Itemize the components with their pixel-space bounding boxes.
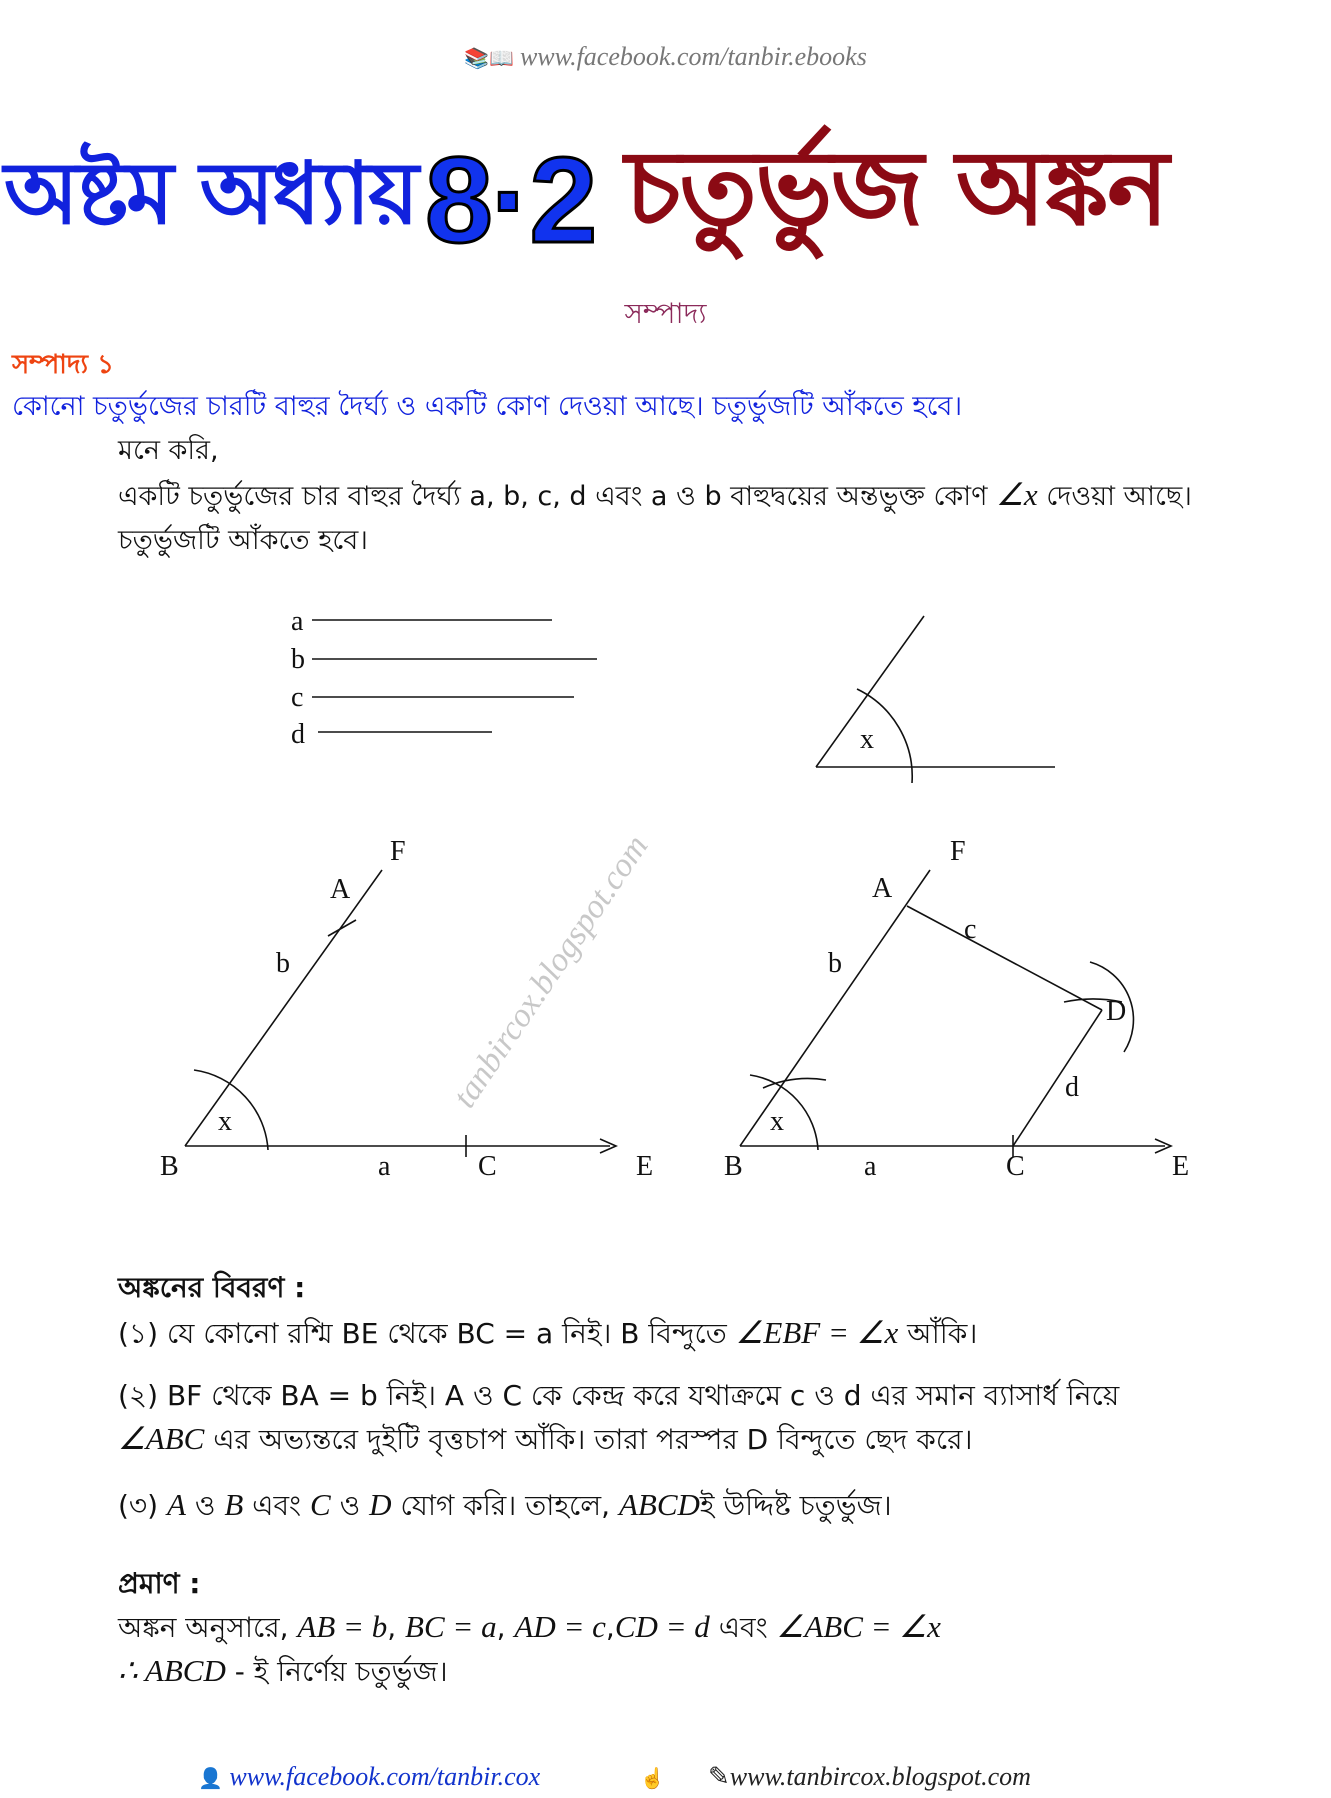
- watermark: tanbircox.blogspot.com: [445, 828, 656, 1115]
- label-b-right: b: [828, 948, 842, 979]
- theorem-label: সম্পাদ্য ১: [12, 350, 114, 380]
- step-3-join: যোগ করি। তাহলে,: [400, 1489, 611, 1522]
- label-A-left: A: [330, 874, 351, 905]
- step-3-A: A: [166, 1487, 186, 1522]
- ray-BF-right: [740, 870, 930, 1146]
- proof-ab: AB = b: [297, 1609, 388, 1644]
- segment-b-label: b: [291, 644, 305, 675]
- proof-bc: BC = a: [405, 1609, 497, 1644]
- step-3-and-2: এবং: [252, 1489, 302, 1522]
- proof-conclusion: - ই নির্ণেয় চতুর্ভুজ।: [234, 1655, 448, 1688]
- assume-line: মনে করি,: [118, 435, 219, 466]
- chapter-title: অষ্টম অধ্যায়: [4, 144, 417, 244]
- tick-A-left: [328, 920, 356, 936]
- label-d-right: d: [1065, 1072, 1079, 1103]
- proof-ad: AD = c: [514, 1609, 606, 1644]
- given-segments: [312, 620, 597, 732]
- side-CD: [1013, 1010, 1102, 1146]
- label-B-right: B: [724, 1151, 743, 1182]
- label-E-left: E: [636, 1151, 654, 1182]
- problem-statement: কোনো চতুর্ভুজের চারটি বাহুর দৈর্ঘ্য ও একটি কোণ দেওয়া আছে। চতুর্ভুজটি আঁকতে হবে।: [12, 391, 963, 422]
- construction-step-2-line-1: (২) BF থেকে BA = b নিই। A ও C কে কেন্দ্র করে যথাক্রমে c ও d এর সমান ব্যাসার্ধ নিয়ে: [118, 1379, 1120, 1412]
- label-c-right: c: [964, 914, 977, 945]
- step-3-ABCD: ABCD: [618, 1487, 700, 1522]
- step-1-text: (১) যে কোনো রশ্মি BE থেকে BC = a নিই। B বিন্দুতে: [118, 1317, 727, 1350]
- footer-blog-link[interactable]: [708, 1762, 1031, 1792]
- side-AD: [907, 906, 1102, 1010]
- footer-facebook-link[interactable]: [198, 1762, 540, 1792]
- construction-step-1: [118, 1312, 977, 1359]
- user-icon: 👤: [198, 1768, 223, 1790]
- given-angle-label: x: [860, 724, 874, 755]
- left-construction: [185, 870, 616, 1157]
- proof-angle: ∠ABC = ∠x: [776, 1609, 941, 1644]
- label-E-right: E: [1172, 1151, 1190, 1182]
- given-angle: ∠x: [996, 477, 1038, 512]
- label-F-right: F: [950, 836, 966, 867]
- given-text-end: দেওয়া আছে।: [1046, 481, 1192, 512]
- header-link-text[interactable]: www.facebook.com/tanbir.ebooks: [519, 42, 867, 71]
- footer-facebook-text[interactable]: www.facebook.com/tanbir.cox: [229, 1762, 541, 1791]
- footer-blog-text[interactable]: www.tanbircox.blogspot.com: [729, 1762, 1031, 1791]
- given-text: একটি চতুর্ভুজের চার বাহুর দৈর্ঘ্য a, b, c, d এবং a ও b বাহুদ্বয়ের অন্তভুক্ত কোণ: [118, 481, 988, 512]
- step-2-math: ∠ABC: [118, 1421, 205, 1456]
- proof-therefore: ∴ ABCD: [118, 1653, 226, 1688]
- label-F-left: F: [390, 836, 406, 867]
- step-1-end: আঁকি।: [907, 1317, 978, 1350]
- proof-line-2: [118, 1650, 448, 1697]
- step-3-and-1: ও: [194, 1489, 216, 1522]
- proof-and: এবং: [718, 1611, 768, 1644]
- proof-line-1: অঙ্কন অনুসারে, AB = b, BC = a, AD = c,CD = d এবং ∠ABC = ∠x: [118, 1609, 941, 1644]
- label-C-right: C: [1006, 1151, 1025, 1182]
- label-a-right: a: [864, 1151, 877, 1182]
- construction-heading: অঙ্কনের বিবরণ :: [118, 1271, 306, 1304]
- segment-d-label: d: [291, 719, 305, 750]
- topic-title: চতুর্ভুজ অঙ্কন: [625, 127, 1168, 249]
- construction-step-3: [118, 1484, 892, 1531]
- proof-heading: প্রমাণ :: [118, 1567, 201, 1600]
- angle-arc-right: [750, 1075, 818, 1150]
- given-angle-figure: [816, 616, 1055, 783]
- label-C-left: C: [478, 1151, 497, 1182]
- label-x-left: x: [218, 1106, 232, 1137]
- pen-icon: ✎: [708, 1762, 730, 1791]
- books-icon: 📚📖: [464, 48, 514, 70]
- label-D-right: D: [1106, 996, 1127, 1027]
- step-3-and-3: ও: [339, 1489, 361, 1522]
- given-line-2: চতুর্ভুজটি আঁকতে হবে।: [118, 525, 368, 556]
- label-x-right: x: [770, 1106, 784, 1137]
- step-3-D: D: [369, 1487, 392, 1522]
- section-number: 8·2: [425, 132, 596, 268]
- construction-step-2-line-2: [118, 1418, 973, 1465]
- step-3-B: B: [224, 1487, 244, 1522]
- proof-intro: অঙ্কন অনুসারে,: [118, 1611, 289, 1644]
- step-3-number: (৩): [118, 1489, 159, 1522]
- step-3-C: C: [310, 1487, 331, 1522]
- subtitle: সম্পাদ্য: [624, 297, 707, 330]
- proof-cd: CD = d: [614, 1609, 710, 1644]
- step-2-text: এর অভ্যন্তরে দুইটি বৃত্তচাপ আঁকি। তারা পরস্পর D বিন্দুতে ছেদ করে।: [213, 1423, 973, 1456]
- given-line-1: [118, 476, 1192, 521]
- hand-pointer-icon: ☝: [640, 1768, 665, 1790]
- label-B-left: B: [160, 1151, 179, 1182]
- segment-c-label: c: [291, 682, 304, 713]
- construction-figures: [0, 590, 1331, 1200]
- label-b-left: b: [276, 948, 290, 979]
- step-1-math: ∠EBF = ∠x: [735, 1315, 899, 1350]
- ray-BF-left: [185, 870, 382, 1146]
- header-link[interactable]: [0, 42, 1331, 72]
- label-a-left: a: [378, 1151, 391, 1182]
- segment-a-label: a: [291, 606, 304, 637]
- arc-at-B-right: [763, 1079, 826, 1088]
- step-3-end: ই উদ্দিষ্ট চতুর্ভুজ।: [699, 1489, 892, 1522]
- label-A-right: A: [872, 873, 893, 904]
